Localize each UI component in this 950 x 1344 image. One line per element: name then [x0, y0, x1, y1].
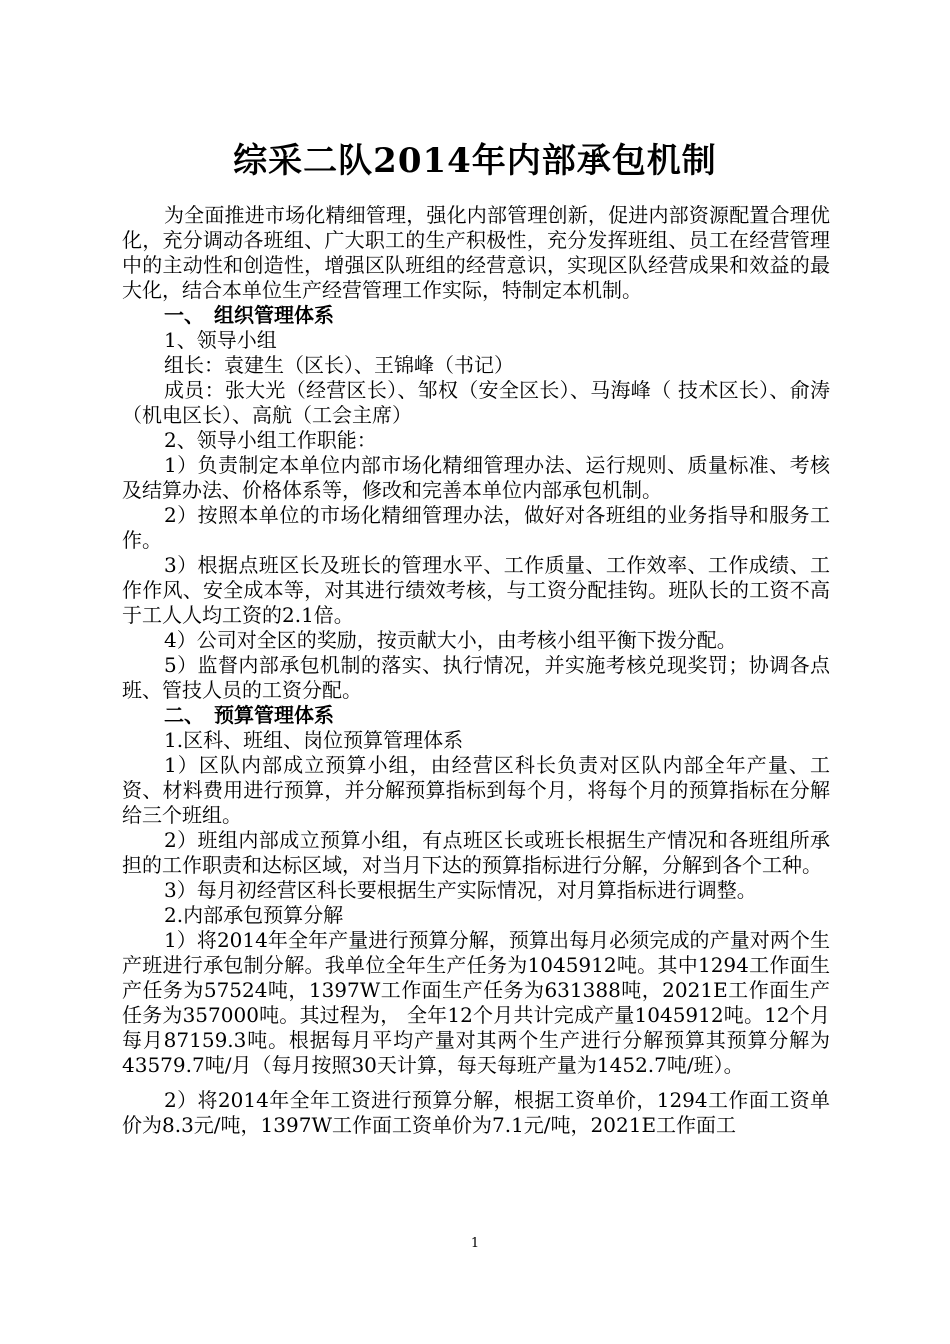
- paragraph: 4）公司对全区的奖励，按贡献大小，由考核小组平衡下拨分配。: [164, 628, 737, 652]
- paragraph: 5）监督内部承包机制的落实、执行情况，并实施考核兑现奖罚；协调各点班、管技人员的工资分配。: [122, 653, 830, 702]
- subsection-heading: 1.区科、班组、岗位预算管理体系: [164, 728, 464, 752]
- section-heading-1: 一、 组织管理体系: [164, 303, 334, 327]
- paragraph: 2）将2014年全年工资进行预算分解，根据工资单价，1294工作面工资单价为8.3元/吨，1397W工作面工资单价为7.1元/吨，2021E工作面工: [122, 1088, 830, 1137]
- paragraph: 1）区队内部成立预算小组，由经营区科长负责对区队内部全年产量、工资、材料费用进行预算，并分解预算指标到每个月，将每个月的预算指标在分解给三个班组。: [122, 753, 830, 827]
- paragraph: 1）将2014年全年产量进行预算分解，预算出每月必须完成的产量对两个生产班进行承包制分解。我单位全年生产任务为1045912吨。其中1294工作面生产任务为57524吨，1397W工作面生产任务为631388吨，2021E工作面生产任务为357000吨。其过程为， 全年12个月共计完成产量1045912吨。12个月每月87159.3吨。根据每月平均产量对其两个生产进行分解预算其预算分解为43579.7吨/月（每月按照30天计算，每天每班产量为1452.7吨/班）。: [122, 928, 830, 1077]
- paragraph: 成员：张大光（经营区长）、邹权（安全区长）、马海峰（ 技术区长）、俞涛（机电区长）、高航（工会主席）: [122, 378, 830, 427]
- subsection-heading: 2.内部承包预算分解: [164, 903, 344, 927]
- paragraph: 3）每月初经营区科长要根据生产实际情况，对月算指标进行调整。: [164, 878, 757, 902]
- section-heading-2: 二、 预算管理体系: [164, 703, 334, 727]
- subsection-heading: 2、领导小组工作职能：: [164, 428, 377, 452]
- document-body: [122, 203, 830, 1138]
- subsection-heading: 1、领导小组: [164, 328, 277, 352]
- page-number: 1: [470, 1236, 480, 1251]
- paragraph: 1）负责制定本单位内部市场化精细管理办法、运行规则、质量标准、考核及结算办法、价格体系等，修改和完善本单位内部承包机制。: [122, 453, 830, 502]
- paragraph: 2）按照本单位的市场化精细管理办法，做好对各班组的业务指导和服务工作。: [122, 503, 830, 552]
- paragraph: 3）根据点班区长及班长的管理水平、工作质量、工作效率、工作成绩、工作作风、安全成本等，对其进行绩效考核，与工资分配挂钩。班队长的工资不高于工人人均工资的2.1倍。: [122, 553, 830, 627]
- paragraph: 2）班组内部成立预算小组，有点班区长或班长根据生产情况和各班组所承担的工作职责和达标区域，对当月下达的预算指标进行分解，分解到各个工种。: [122, 828, 830, 877]
- page-title: 综采二队2014年内部承包机制: [233, 141, 717, 181]
- paragraph: 组长：袁建生（区长）、王锦峰（书记）: [164, 353, 514, 377]
- intro-paragraph: 为全面推进市场化精细管理，强化内部管理创新，促进内部资源配置合理优化，充分调动各班组、广大职工的生产积极性，充分发挥班组、员工在经营管理中的主动性和创造性，增强区队班组的经营意识，实现区队经营成果和效益的最大化，结合本单位生产经营管理工作实际，特制定本机制。: [122, 203, 830, 302]
